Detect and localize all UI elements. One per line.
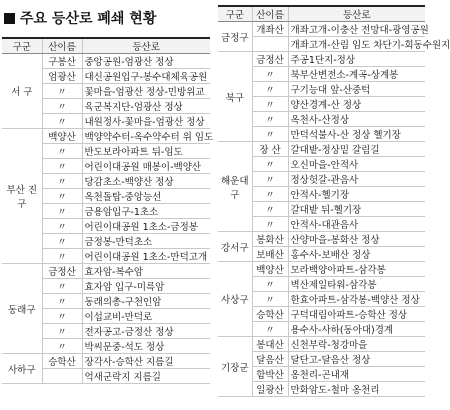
trail-cell: 당감초소-백양산 정상 bbox=[82, 174, 210, 189]
mountain-cell: 구봉산 bbox=[42, 54, 82, 69]
trail-cell: 백양약수터-옥수약수터 위 임도 bbox=[82, 129, 210, 144]
trail-cell: 갈대밭 뒤-헬기장 bbox=[288, 202, 425, 217]
trail-cell: 어린이대공원 1초소-만덕고개 bbox=[82, 249, 210, 264]
left-table bbox=[2, 37, 214, 384]
mountain-cell: 백양산 bbox=[42, 129, 82, 144]
district-cell: 금정구 bbox=[218, 22, 252, 52]
trail-cell: 양산경계-산 정상 bbox=[288, 97, 425, 112]
mountain-cell: 봉대산 bbox=[252, 337, 288, 352]
mountain-cell: 금정산 bbox=[42, 264, 82, 279]
trail-cell: 주공1단지-정상 bbox=[288, 52, 425, 67]
mountain-cell: 〃 bbox=[42, 204, 82, 219]
trail-cell: 장각사-승학산 지름길 bbox=[82, 354, 210, 369]
trail-cell: 개좌고개-산림 임도 차단기-회동수원지 bbox=[288, 37, 425, 52]
mountain-cell: 〃 bbox=[42, 249, 82, 264]
table-row bbox=[218, 52, 425, 67]
mountain-cell: 〃 bbox=[42, 159, 82, 174]
header-gu: 구군 bbox=[2, 38, 42, 54]
mountain-cell: 〃 bbox=[252, 97, 288, 112]
mountain-cell: 〃 bbox=[252, 217, 288, 232]
trail-cell: 벽산제일타워-삼각봉 bbox=[288, 277, 425, 292]
header-mountain: 산이름 bbox=[42, 38, 82, 54]
trail-cell: 만화암도-철마 옹천리 bbox=[288, 382, 425, 397]
trail-cell: 반도보라아파트 뒤-임도 bbox=[82, 144, 210, 159]
mountain-cell: 일광산 bbox=[252, 382, 288, 397]
mountain-cell: 〃 bbox=[252, 127, 288, 142]
mountain-cell: 〃 bbox=[42, 84, 82, 99]
mountain-cell: 〃 bbox=[42, 309, 82, 324]
square-bullet-icon bbox=[4, 13, 15, 24]
mountain-cell: 〃 bbox=[252, 157, 288, 172]
mountain-cell: 〃 bbox=[42, 114, 82, 129]
trail-cell: 모라백양아파트-삼각봉 bbox=[288, 262, 425, 277]
header-trail: 등산로 bbox=[82, 38, 210, 54]
district-cell: 북구 bbox=[218, 52, 252, 142]
district-cell: 사상구 bbox=[218, 262, 252, 337]
trail-cell: 구덕대림아파트-승학산 정상 bbox=[288, 307, 425, 322]
trail-cell: 산양마을-봉화산 정상 bbox=[288, 232, 425, 247]
left-header-row bbox=[2, 38, 210, 54]
trail-cell: 달단고-달음산 정상 bbox=[288, 352, 425, 367]
trail-cell: 한효아파트-삼각봉-백양산 정상 bbox=[288, 292, 425, 307]
trail-cell: 효자암-복수암 bbox=[82, 264, 210, 279]
trail-cell: 어린이대공원 매봉이-백양산 bbox=[82, 159, 210, 174]
trail-cell: 효자암 입구-미륵암 bbox=[82, 279, 210, 294]
trail-cell: 박씨문중-석도 정상 bbox=[82, 339, 210, 354]
mountain-cell: 〃 bbox=[42, 219, 82, 234]
trail-cell: 오신마을-안적사 bbox=[288, 157, 425, 172]
trail-cell: 옥천사-산정상 bbox=[288, 112, 425, 127]
mountain-cell: 〃 bbox=[252, 292, 288, 307]
mountain-cell: 〃 bbox=[42, 189, 82, 204]
trail-cell: 육군복지단-엄광산 정상 bbox=[82, 99, 210, 114]
mountain-cell: 함박산 bbox=[252, 367, 288, 382]
district-cell: 서 구 bbox=[2, 54, 42, 129]
trail-cell: 용수사-사하(동아대)경계 bbox=[288, 322, 425, 337]
district-cell: 동래구 bbox=[2, 264, 42, 354]
mountain-cell: 〃 bbox=[252, 67, 288, 82]
mountain-cell: 〃 bbox=[252, 322, 288, 337]
trail-cell: 옹천리-곤내재 bbox=[288, 367, 425, 382]
mountain-cell: 금정산 bbox=[252, 52, 288, 67]
mountain-cell: 〃 bbox=[252, 172, 288, 187]
table-row bbox=[218, 142, 425, 157]
mountain-cell: 봉화산 bbox=[252, 232, 288, 247]
mountain-cell bbox=[42, 369, 82, 384]
right-table bbox=[218, 5, 450, 397]
trail-cell: 갈대밭-정상밑 갈림길 bbox=[288, 142, 425, 157]
trail-cell: 중앙공원-엄광산 정상 bbox=[82, 54, 210, 69]
trail-cell: 대신공원입구-봉수대체육공원 bbox=[82, 69, 210, 84]
district-cell: 기장군 bbox=[218, 337, 252, 397]
table-row bbox=[2, 354, 210, 369]
trail-cell: 홍수사-보배산 정상 bbox=[288, 247, 425, 262]
header-trail: 등산로 bbox=[288, 6, 425, 22]
table-row bbox=[218, 262, 425, 277]
mountain-cell: 백양산 bbox=[252, 262, 288, 277]
header-mountain: 산이름 bbox=[252, 6, 288, 22]
trail-cell: 이섭교비-만덕로 bbox=[82, 309, 210, 324]
mountain-cell: 〃 bbox=[252, 112, 288, 127]
district-cell: 사하구 bbox=[2, 354, 42, 384]
trail-cell: 정상헛갈-관음사 bbox=[288, 172, 425, 187]
trail-cell: 동래의총-구천인암 bbox=[82, 294, 210, 309]
mountain-cell: 〃 bbox=[252, 202, 288, 217]
mountain-cell: 〃 bbox=[252, 187, 288, 202]
trail-cell: 구기능대 앞-산중턱 bbox=[288, 82, 425, 97]
trail-cell: 옥천돌탑-중앙능선 bbox=[82, 189, 210, 204]
district-cell: 해운대 구 bbox=[218, 142, 252, 232]
mountain-cell: 〃 bbox=[252, 277, 288, 292]
table-row bbox=[218, 232, 425, 247]
mountain-cell bbox=[252, 37, 288, 52]
trail-cell: 신천부락-청강마을 bbox=[288, 337, 425, 352]
header-gu: 구군 bbox=[218, 6, 252, 22]
mountain-cell: 장 산 bbox=[252, 142, 288, 157]
page-title bbox=[4, 8, 156, 28]
trail-cell: 어린이대공원 1초소-금정봉 bbox=[82, 219, 210, 234]
mountain-cell: 개좌산 bbox=[252, 22, 288, 37]
mountain-cell: 〃 bbox=[42, 144, 82, 159]
right-header-row bbox=[218, 6, 425, 22]
district-cell: 부산 진구 bbox=[2, 129, 42, 264]
mountain-cell: 〃 bbox=[42, 324, 82, 339]
trail-cell: 개좌고개-이충산 전망대-광영공원 bbox=[288, 22, 425, 37]
title-text: 주요 등산로 폐쇄 현황 bbox=[20, 11, 157, 27]
mountain-cell: 〃 bbox=[42, 279, 82, 294]
mountain-cell: 〃 bbox=[252, 82, 288, 97]
table-row bbox=[2, 129, 210, 144]
mountain-cell: 엄광산 bbox=[42, 69, 82, 84]
trail-cell: 꽃마을-엄광산 정상-민방위교 bbox=[82, 84, 210, 99]
mountain-cell: 승학산 bbox=[252, 307, 288, 322]
trail-cell: 내원정사-꽃마을-엄광산 정상 bbox=[82, 114, 210, 129]
mountain-cell: 〃 bbox=[42, 99, 82, 114]
trail-cell: 안적사-대관음사 bbox=[288, 217, 425, 232]
trail-cell: 전자공고-금정산 정상 bbox=[82, 324, 210, 339]
trail-cell: 안적사-헬기장 bbox=[288, 187, 425, 202]
table-row bbox=[2, 264, 210, 279]
table-row bbox=[2, 54, 210, 69]
district-cell: 강서구 bbox=[218, 232, 252, 262]
trail-cell: 북부산변전소-계곡-상계봉 bbox=[288, 67, 425, 82]
trail-cell: 금용암입구-1초소 bbox=[82, 204, 210, 219]
table-row bbox=[218, 337, 425, 352]
trail-cell: 억새군락지 지름길 bbox=[82, 369, 210, 384]
trail-cell: 금정봉-만덕초소 bbox=[82, 234, 210, 249]
mountain-cell: 승학산 bbox=[42, 354, 82, 369]
mountain-cell: 보배산 bbox=[252, 247, 288, 262]
mountain-cell: 〃 bbox=[42, 339, 82, 354]
trail-cell: 만덕석불사-산 정상 헬기장 bbox=[288, 127, 425, 142]
mountain-cell: 〃 bbox=[42, 174, 82, 189]
mountain-cell: 〃 bbox=[42, 234, 82, 249]
table-row bbox=[218, 22, 425, 37]
mountain-cell: 달음산 bbox=[252, 352, 288, 367]
mountain-cell: 〃 bbox=[42, 294, 82, 309]
